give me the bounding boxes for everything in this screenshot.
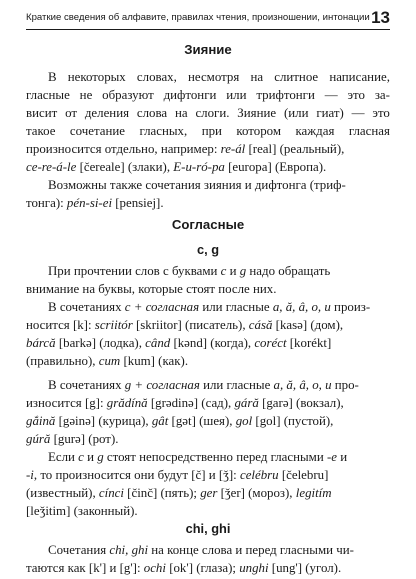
text-line: внимание на буквы, которые стоят после них. <box>26 282 277 296</box>
text-line: В сочетаниях c + согласная или гласные a, ă, â, o, u произ- <box>48 300 371 314</box>
subheading-chi-ghi: chi, ghi <box>185 521 231 536</box>
text-line: gắină [gəinə] (курица), gât [gət] (шея), gol [gol] (пустой), <box>26 414 334 428</box>
heading-zianie: Зияние <box>184 42 232 57</box>
text-line: таются как [k'] и [g']: ochi [ok'] (глаза); unghi [ung'] (угол). <box>26 561 342 575</box>
text-line: Если c и g стоят непосредственно перед гласными -e и <box>48 450 348 464</box>
text-line: ce-re-á-le [čereale] (злаки), E-u-ró-pa [europa] (Европа). <box>26 160 327 174</box>
header-title: Краткие сведения об алфавите, правилах чтения, произношении, интонации <box>26 12 370 23</box>
text-line: В некоторых словах, несмотря на слитное написание, <box>48 70 390 84</box>
text-line: bárcă [barkə] (лодка), când [kənd] (когда), coréct [korékt] <box>26 336 332 350</box>
text-line: такое сочетание гласных, при котором каждая гласная <box>26 124 390 138</box>
text-line: тонга): pén-si-ei [pensiej]. <box>26 196 164 210</box>
text-line: висит от деления слова на слоги. Зияние (или гиат) — это <box>26 106 390 120</box>
running-header <box>26 9 390 27</box>
text-line: gúră [gurə] (рот). <box>26 432 119 446</box>
text-line: (известный), cínci [činč] (пять); ger [ǯer] (мороз), legitím <box>26 486 332 500</box>
subheading-c-g: c, g <box>196 242 220 257</box>
text-line: износится [g]: grădínă [grədinə] (сад), gáră [garə] (вокзал), <box>26 396 344 410</box>
text-line: произносится отдельно, например: re-ál [real] (реальный), <box>26 142 345 156</box>
header-rule <box>26 29 390 30</box>
text-line: -i, то произносится они будут [č] и [ǯ]: celébru [čelebru] <box>26 468 329 482</box>
page-number: 13 <box>371 8 390 27</box>
text-line: Возможны также сочетания зияния и дифтонга (триф- <box>48 178 346 192</box>
text-line: Сочетания chi, ghi на конце слова и перед гласными чи- <box>48 543 354 557</box>
text-line: гласные не образуют дифтонги или трифтонги — это за- <box>26 88 390 102</box>
heading-consonants: Согласные <box>171 217 245 232</box>
text-line: [leǯitim] (законный). <box>26 504 138 518</box>
text-line: носится [k]: scriitór [skriitor] (писатель), cásă [kasə] (дом), <box>26 318 344 332</box>
text-line: В сочетаниях g + согласная или гласные a, ă, â, o, u про- <box>48 378 359 392</box>
text-line: При прочтении слов с буквами c и g надо обращать <box>48 264 331 278</box>
text-line: (правильно), cum [kum] (как). <box>26 354 189 368</box>
